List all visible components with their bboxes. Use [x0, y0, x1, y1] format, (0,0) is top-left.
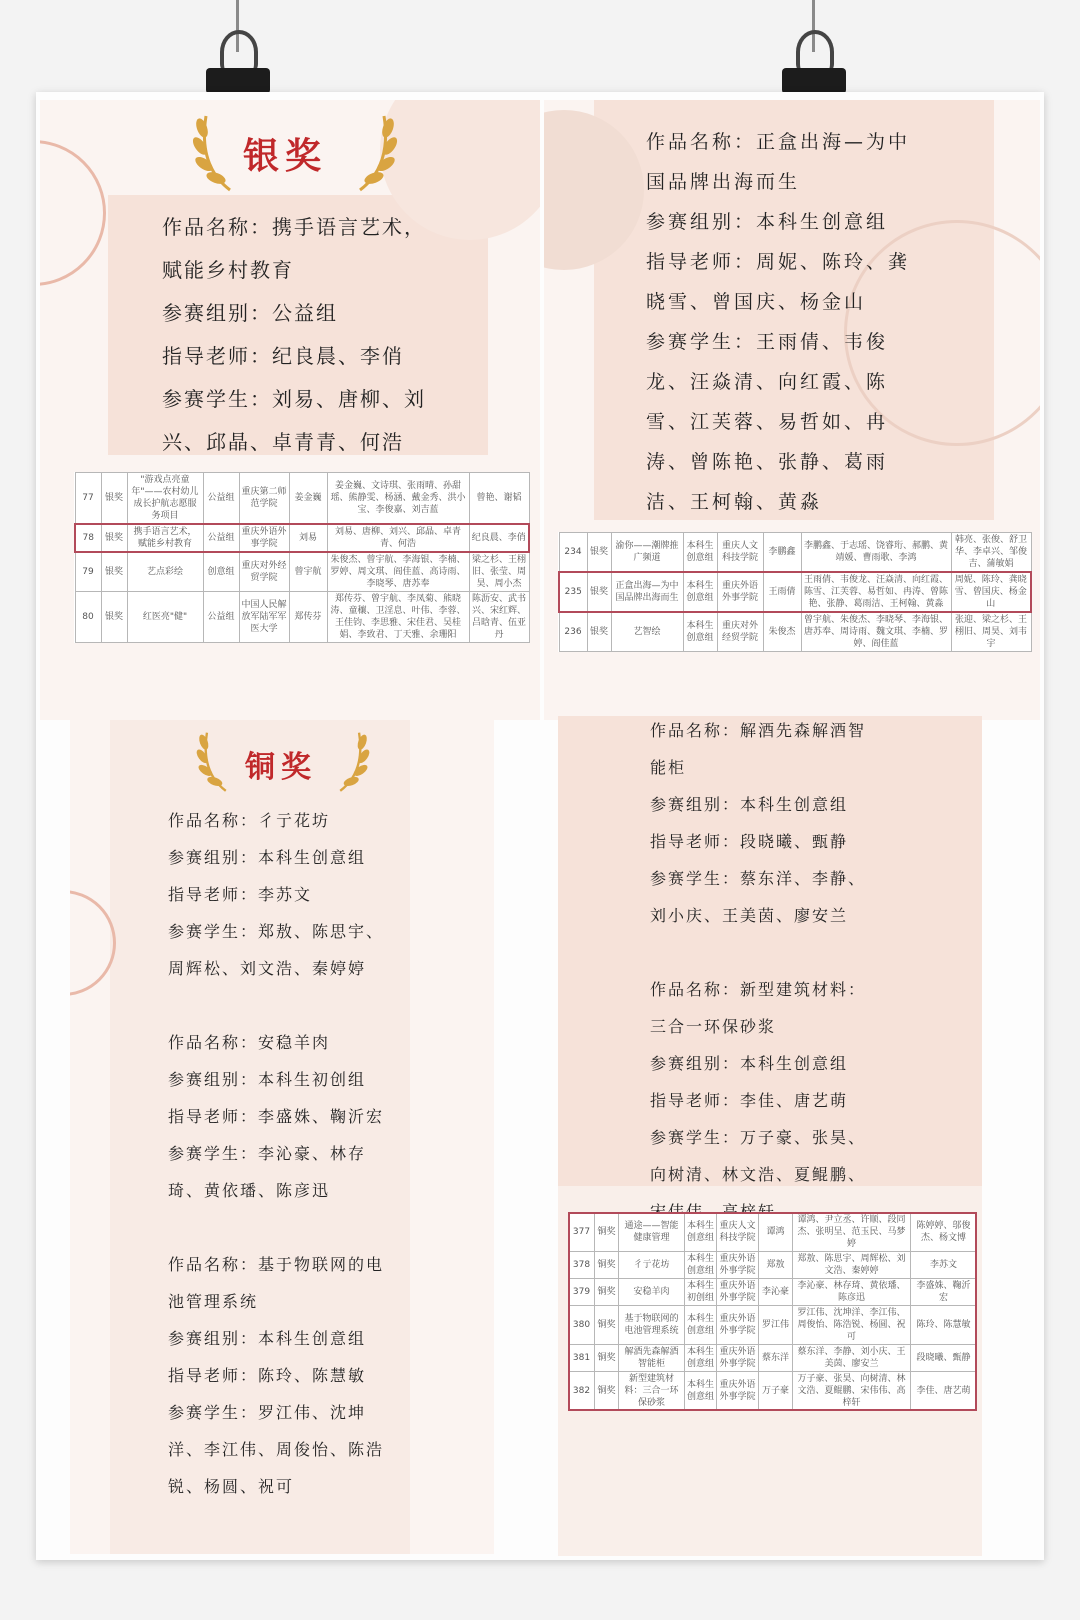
binder-clip-left	[206, 0, 270, 96]
table-cell: 重庆外语外事学院	[717, 1306, 759, 1345]
table-cell: 公益组	[203, 473, 239, 525]
table-cell: 纪良晨、李俏	[469, 524, 529, 552]
table-cell: 王雨倩、韦俊龙、汪焱清、向红霞、陈雪、江芙蓉、易哲如、冉涛、曾陈艳、张静、葛雨洁、王柯翰、黄淼	[801, 572, 951, 612]
table-cell: 中国人民解放军陆军军医大学	[239, 592, 289, 643]
table-cell: 银奖	[587, 572, 611, 612]
entry-line: 参赛学生：王雨倩、韦俊	[646, 331, 889, 353]
entry-line: 作品名称：彳亍花坊	[168, 811, 331, 830]
table-cell: 378	[569, 1252, 595, 1279]
table-cell: 谭鸿	[759, 1213, 793, 1252]
table-cell: 铜奖	[595, 1306, 619, 1345]
table-cell: 本科生创意组	[683, 533, 717, 573]
table-cell: 379	[569, 1279, 595, 1306]
table-cell: 曾宇航、朱俊杰、李晓琴、李海银、唐苏奉、周诗雨、魏文琪、李楠、罗婷、阎佳蓝	[801, 612, 951, 652]
entry-line: 参赛学生：万子豪、张昊、	[650, 1128, 867, 1147]
table-cell: 红医亮"健"	[127, 592, 203, 643]
table-cell: 朱俊杰、曾宇航、李海银、李楠、罗婷、周文琪、阎佳蓝、高诗雨、李晓琴、唐苏奉	[327, 552, 469, 592]
entry-line: 作品名称：正盒出海—为中	[646, 131, 911, 153]
silver-results-table-right	[558, 532, 1032, 652]
table-row	[75, 592, 529, 643]
table-cell: 王雨倩	[763, 572, 801, 612]
table-cell: 解酒先森解酒智能柜	[619, 1345, 685, 1372]
table-cell: 李苏文	[911, 1252, 977, 1279]
table-cell: "游戏点亮童年"——农村幼儿成长护航志愿服务项目	[127, 473, 203, 525]
poster-sheet	[36, 92, 1044, 1560]
bronze-award-panel-left	[70, 720, 494, 1554]
table-cell: 朱俊杰	[763, 612, 801, 652]
table-cell: 236	[559, 612, 587, 652]
table-cell: 梁之杉、王栩旧、张莹、周昊、周小杰	[469, 552, 529, 592]
silver-award-title: 银奖	[242, 136, 327, 177]
table-row	[559, 533, 1031, 573]
entry-line: 洁、王柯翰、黄淼	[646, 491, 823, 513]
entry-line: 国品牌出海而生	[646, 171, 801, 193]
silver-entry-1-info	[162, 206, 426, 464]
table-cell: 周妮、陈玲、龚晓雪、曾国庆、杨金山	[951, 572, 1031, 612]
table-cell: 韩亮、张俊、舒卫华、李卓兴、邹俊吉、蒲敏娟	[951, 533, 1031, 573]
table-cell: 万子豪、张昊、向树清、林文浩、夏鲲鹏、宋伟伟、高梓轩	[793, 1372, 911, 1411]
entry-line: 参赛组别：公益组	[162, 301, 338, 325]
table-cell: 彳亍花坊	[619, 1252, 685, 1279]
entry-line: 作品名称：新型建筑材料：	[650, 980, 867, 999]
table-cell: 艺点彩绘	[127, 552, 203, 592]
table-cell: 本科生创意组	[683, 572, 717, 612]
table-cell: 77	[75, 473, 101, 525]
entry-line: 指导老师：纪良晨、李俏	[162, 344, 404, 368]
table-cell: 银奖	[101, 552, 127, 592]
entry-line: 指导老师：周妮、陈玲、龚	[646, 251, 911, 273]
entry-line: 参赛组别：本科生创意组	[646, 211, 889, 233]
entry-line: 参赛学生：罗江伟、沈坤	[168, 1403, 367, 1422]
entry-line: 晓雪、曾国庆、杨金山	[646, 291, 867, 313]
silver-entry-2-info	[646, 122, 910, 522]
table-cell: 罗江伟	[759, 1306, 793, 1345]
table-cell: 本科生创意组	[685, 1252, 717, 1279]
binder-clip-right	[782, 0, 846, 96]
table-cell: 李佳、唐艺萌	[911, 1372, 977, 1411]
entry-line: 能柜	[650, 758, 687, 777]
table-cell: 郑传芬	[289, 592, 327, 643]
table-cell: 铜奖	[595, 1279, 619, 1306]
table-cell: 谭鸿、尹立丞、许顺、段同杰、张明呈、范玉民、马梦婷	[793, 1213, 911, 1252]
entry-line: 刘小庆、王美茵、廖安兰	[650, 906, 849, 925]
table-cell: 李盛姝、鞠沂宏	[911, 1279, 977, 1306]
table-cell: 李沁豪、林存琦、黄依璠、陈彦迅	[793, 1279, 911, 1306]
table-cell: 本科生创意组	[685, 1345, 717, 1372]
entry-line: 涛、曾陈艳、张静、葛雨	[646, 451, 889, 473]
table-cell: 曾艳、谢韬	[469, 473, 529, 525]
bronze-award-panel-right	[558, 716, 982, 1556]
table-cell: 郑敖、陈思宇、周辉松、刘文浩、秦婷婷	[793, 1252, 911, 1279]
entry-line: 参赛组别：本科生初创组	[168, 1070, 367, 1089]
table-cell: 381	[569, 1345, 595, 1372]
table-cell: 渝你——潮牌推广频道	[611, 533, 683, 573]
entry-line: 参赛组别：本科生创意组	[168, 848, 367, 867]
table-row	[569, 1213, 977, 1252]
entry-line: 向树清、林文浩、夏鲲鹏、	[650, 1165, 867, 1184]
table-cell: 重庆人文科技学院	[717, 533, 763, 573]
table-cell: 铜奖	[595, 1252, 619, 1279]
entry-line	[168, 987, 384, 1024]
entry-line: 琦、黄依璠、陈彦迅	[168, 1181, 331, 1200]
table-cell: 重庆对外经贸学院	[717, 612, 763, 652]
table-cell: 银奖	[587, 533, 611, 573]
bronze-entries-right	[650, 716, 866, 1230]
table-cell: 重庆外语外事学院	[717, 1345, 759, 1372]
table-cell: 79	[75, 552, 101, 592]
table-cell: 安稳羊肉	[619, 1279, 685, 1306]
table-cell: 新型建筑材料：三合一环保砂浆	[619, 1372, 685, 1411]
table-row	[75, 524, 529, 552]
silver-results-table-left	[74, 472, 530, 643]
table-cell: 陈玲、陈慧敏	[911, 1306, 977, 1345]
table-cell: 铜奖	[595, 1345, 619, 1372]
table-cell: 235	[559, 572, 587, 612]
table-cell: 万子豪	[759, 1372, 793, 1411]
entry-line: 指导老师：李苏文	[168, 885, 313, 904]
entry-line	[168, 1209, 384, 1246]
table-cell: 重庆外语外事学院	[717, 1279, 759, 1306]
entry-line: 作品名称：安稳羊肉	[168, 1033, 331, 1052]
table-cell: 重庆外语外事学院	[717, 1252, 759, 1279]
table-cell: 本科生创意组	[685, 1306, 717, 1345]
table-cell: 段晓曦、甄静	[911, 1345, 977, 1372]
table-cell: 银奖	[101, 473, 127, 525]
table-cell: 基于物联网的电池管理系统	[619, 1306, 685, 1345]
entry-line: 锐、杨圆、祝可	[168, 1477, 295, 1496]
table-cell: 姜金巍、文诗琪、张雨晴、孙甜瑶、熊静雯、杨涵、戴金秀、洪小宝、李俊嘉、刘吉蓝	[327, 473, 469, 525]
table-cell: 234	[559, 533, 587, 573]
table-cell: 艺智绘	[611, 612, 683, 652]
table-cell: 重庆人文科技学院	[717, 1213, 759, 1252]
entry-line: 池管理系统	[168, 1292, 259, 1311]
table-row	[569, 1372, 977, 1411]
silver-award-panel-right	[544, 100, 1040, 720]
table-cell: 重庆第二师范学院	[239, 473, 289, 525]
table-row	[75, 552, 529, 592]
table-row	[569, 1279, 977, 1306]
table-cell: 携手语言艺术，赋能乡村教育	[127, 524, 203, 552]
table-cell: 公益组	[203, 592, 239, 643]
entry-line: 作品名称：基于物联网的电	[168, 1255, 385, 1274]
entry-line: 周辉松、刘文浩、秦婷婷	[168, 959, 367, 978]
table-cell: 377	[569, 1213, 595, 1252]
entry-line	[650, 934, 866, 971]
entry-line: 作品名称：解酒先森解酒智	[650, 721, 867, 740]
entry-line: 参赛学生：刘易、唐柳、刘	[162, 387, 426, 411]
table-cell: 李鹏鑫、于志瑶、饶睿珩、郝鹏、黄靖媛、曹雨歌、李鸿	[801, 533, 951, 573]
entry-line: 三合一环保砂浆	[650, 1017, 777, 1036]
entry-line: 参赛学生：郑敖、陈思宇、	[168, 922, 385, 941]
table-cell: 正盒出海—为中国品牌出海而生	[611, 572, 683, 612]
entry-line: 指导老师：陈玲、陈慧敏	[168, 1366, 367, 1385]
entry-line: 指导老师：李盛姝、鞠沂宏	[168, 1107, 385, 1126]
table-cell: 重庆外语外事学院	[717, 572, 763, 612]
entry-line: 赋能乡村教育	[162, 258, 294, 282]
table-cell: 78	[75, 524, 101, 552]
table-cell: 382	[569, 1372, 595, 1411]
bronze-award-title: 铜奖	[245, 750, 317, 785]
table-cell: 银奖	[587, 612, 611, 652]
table-cell: 郑传芬、曾宇航、李凤菊、熊晓涛、童穰、卫淫息、叶伟、李蓉、王佳钧、李思雅、宋佳君、吴桂娟、李致君、丁天雅、余珊阳	[327, 592, 469, 643]
table-cell: 银奖	[101, 524, 127, 552]
table-cell: 本科生创意组	[685, 1213, 717, 1252]
table-row	[569, 1252, 977, 1279]
table-cell: 铜奖	[595, 1372, 619, 1411]
table-cell: 公益组	[203, 524, 239, 552]
table-cell: 本科生创意组	[685, 1372, 717, 1411]
table-cell: 陈沥安、武书兴、宋红辉、吕晗青、伍亚丹	[469, 592, 529, 643]
entry-line: 参赛组别：本科生创意组	[650, 795, 849, 814]
table-cell: 罗江伟、沈坤洋、李江伟、周俊怡、陈浩锐、杨圆、祝可	[793, 1306, 911, 1345]
table-cell: 重庆外语外事学院	[239, 524, 289, 552]
entry-line: 雪、江芙蓉、易哲如、冉	[646, 411, 889, 433]
entry-line: 作品名称：携手语言艺术，	[162, 215, 426, 239]
table-cell: 李鹏鑫	[763, 533, 801, 573]
table-row	[559, 572, 1031, 612]
table-cell: 创意组	[203, 552, 239, 592]
table-cell: 曾宇航	[289, 552, 327, 592]
table-cell: 铜奖	[595, 1213, 619, 1252]
table-cell: 通途——智能健康管理	[619, 1213, 685, 1252]
table-cell: 刘易	[289, 524, 327, 552]
table-cell: 本科生创意组	[683, 612, 717, 652]
table-cell: 李沁豪	[759, 1279, 793, 1306]
table-row	[75, 473, 529, 525]
table-cell: 张迎、梁之杉、王栩旧、周昊、刘韦宇	[951, 612, 1031, 652]
entry-line: 参赛学生：李沁豪、林存	[168, 1144, 367, 1163]
table-cell: 重庆对外经贸学院	[239, 552, 289, 592]
table-row	[559, 612, 1031, 652]
table-row	[569, 1306, 977, 1345]
table-cell: 380	[569, 1306, 595, 1345]
entry-line: 指导老师：李佳、唐艺萌	[650, 1091, 849, 1110]
table-cell: 蔡东洋、李静、刘小庆、王美茵、廖安兰	[793, 1345, 911, 1372]
entry-line: 兴、邱晶、卓青青、何浩	[162, 430, 404, 454]
table-cell: 刘易、唐柳、刘兴、邱晶、卓青青、何浩	[327, 524, 469, 552]
table-cell: 郑敖	[759, 1252, 793, 1279]
entry-line: 龙、汪焱清、向红霞、陈	[646, 371, 889, 393]
table-cell: 银奖	[101, 592, 127, 643]
table-row	[569, 1345, 977, 1372]
bronze-results-table	[568, 1212, 977, 1411]
table-cell: 重庆外语外事学院	[717, 1372, 759, 1411]
entry-line: 指导老师：段晓曦、甄静	[650, 832, 849, 851]
entry-line: 洋、李江伟、周俊怡、陈浩	[168, 1440, 385, 1459]
table-cell: 陈婷婷、邬俊杰、杨文博	[911, 1213, 977, 1252]
table-cell: 80	[75, 592, 101, 643]
entry-line: 参赛组别：本科生创意组	[168, 1329, 367, 1348]
table-cell: 本科生初创组	[685, 1279, 717, 1306]
entry-line: 参赛学生：蔡东洋、李静、	[650, 869, 867, 888]
table-cell: 蔡东洋	[759, 1345, 793, 1372]
table-cell: 姜金巍	[289, 473, 327, 525]
entry-line: 参赛组别：本科生创意组	[650, 1054, 849, 1073]
bronze-entries-left	[168, 802, 384, 1505]
silver-award-panel-left	[40, 100, 540, 720]
